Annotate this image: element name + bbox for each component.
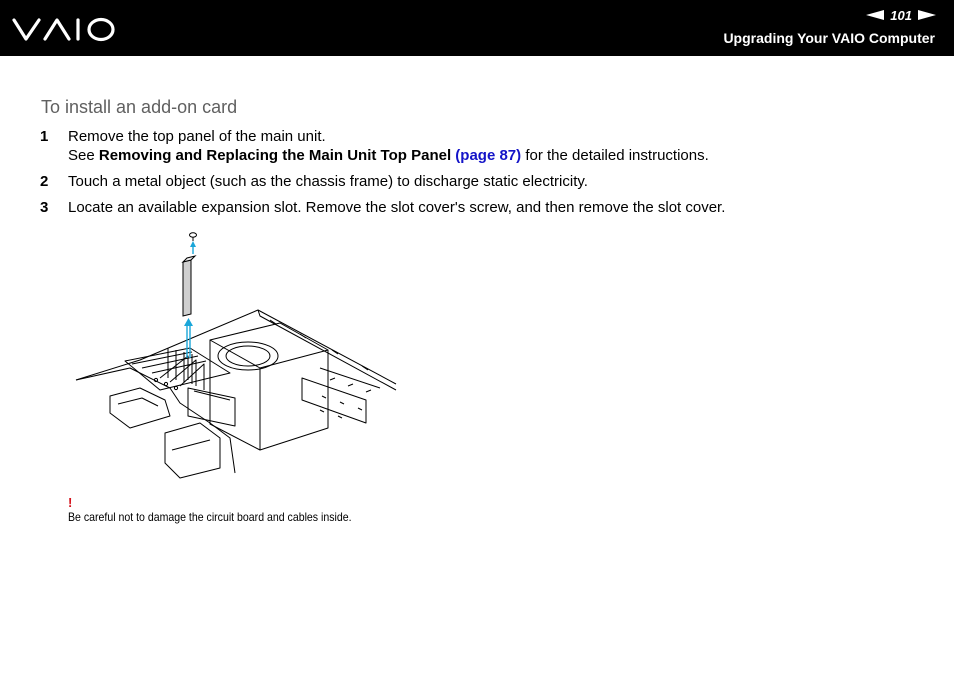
step-number: 2 — [40, 173, 49, 190]
steps-list — [40, 127, 920, 224]
vaio-logo — [12, 14, 122, 44]
previous-page-icon[interactable] — [866, 10, 884, 20]
step-3 — [40, 198, 920, 217]
warning-icon: ! — [68, 495, 73, 510]
next-page-icon[interactable] — [918, 10, 936, 20]
step-number: 3 — [40, 199, 49, 216]
page-number: 101 — [890, 7, 912, 23]
page-link[interactable]: (page 87) — [455, 147, 522, 164]
reference-prefix: See — [68, 147, 99, 164]
warning-text: Be careful not to damage the circuit board and cables inside. — [68, 510, 352, 524]
slot-cover-icon — [183, 256, 195, 316]
section-title: Upgrading Your VAIO Computer — [723, 30, 935, 46]
step-2 — [40, 172, 920, 191]
step-text: Remove the top panel of the main unit. — [68, 128, 326, 145]
procedure-heading: To install an add-on card — [41, 97, 238, 117]
screw-icon — [190, 233, 197, 241]
step-1 — [40, 127, 920, 165]
slot-cover-removal-illustration — [70, 228, 402, 486]
reference-suffix: for the detailed instructions. — [521, 147, 709, 164]
reference-title: Removing and Replacing the Main Unit Top Panel — [98, 147, 452, 164]
step-text: Locate an available expansion slot. Remove the slot cover's screw, and then remove the slot cover. — [68, 199, 726, 216]
step-text: Touch a metal object (such as the chassis frame) to discharge static electricity. — [68, 173, 588, 190]
page-header — [0, 0, 954, 56]
step-reference — [68, 146, 920, 165]
step-number: 1 — [40, 128, 49, 145]
page-navigation — [866, 7, 936, 23]
